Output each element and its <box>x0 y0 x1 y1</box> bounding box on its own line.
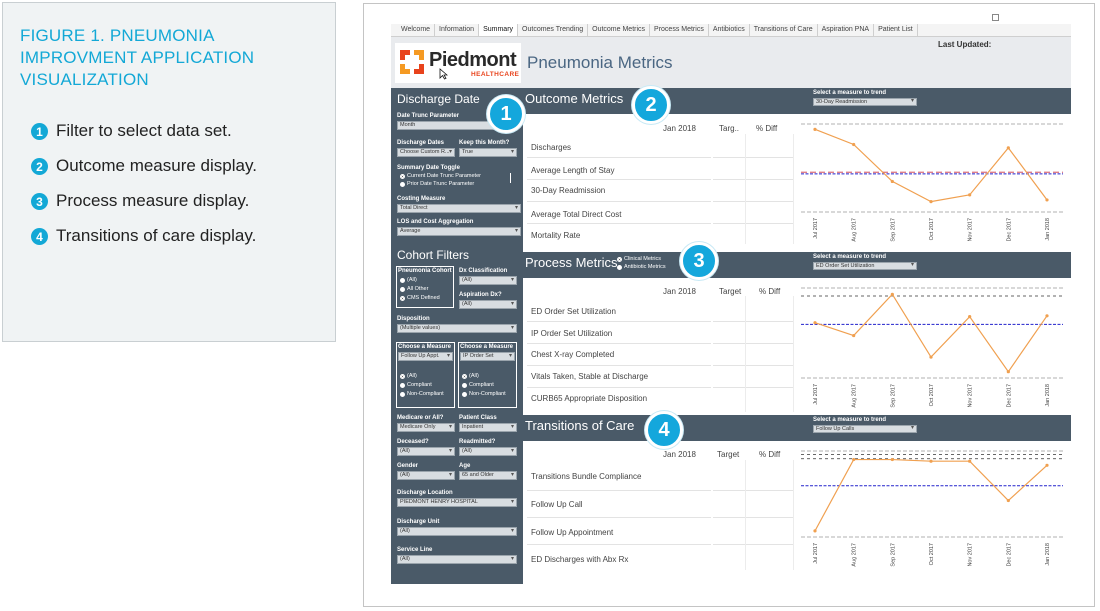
aspiration-dx-dropdown[interactable]: (All) ▾ <box>459 300 517 309</box>
tab-welcome[interactable]: Welcome <box>397 24 435 36</box>
caption-item <box>31 156 257 191</box>
x-tick-label: Dec 2017 <box>1006 384 1013 408</box>
x-tick-label: Oct 2017 <box>929 384 935 407</box>
cell-divider <box>713 343 793 344</box>
transitions-col-period: Jan 2018 <box>663 450 696 459</box>
data-point <box>968 193 971 196</box>
tab-bar <box>391 24 1071 37</box>
row-divider <box>527 517 711 518</box>
cohort-cms-radio[interactable] <box>400 295 440 301</box>
los-aggregation-dropdown[interactable]: Average ▾ <box>397 227 521 236</box>
outcome-row-label: Average Total Direct Cost <box>531 210 622 219</box>
discharge-unit-dropdown[interactable]: (All) ▾ <box>397 527 517 536</box>
piedmont-mark-icon <box>398 48 426 76</box>
choose-measure-label: Choose a Measure <box>398 344 452 350</box>
tab-aspiration-pna[interactable]: Aspiration PNA <box>818 24 874 36</box>
filter-sidebar <box>391 88 523 584</box>
transitions-row-label: ED Discharges with Abx Rx <box>531 555 629 564</box>
disposition-label: Disposition <box>397 316 430 322</box>
data-point <box>891 180 894 183</box>
x-tick-label: Aug 2017 <box>851 543 858 567</box>
radio-icon <box>400 182 405 187</box>
cohort-filters-heading: Cohort Filters <box>397 248 470 262</box>
process-col-diff: % Diff <box>759 287 781 296</box>
caption-item <box>31 226 257 261</box>
tab-antibiotics[interactable]: Antibiotics <box>709 24 750 36</box>
tab-process-metrics[interactable]: Process Metrics <box>650 24 709 36</box>
measure-dropdown-right[interactable]: IP Order Set ▾ <box>460 352 515 361</box>
row-divider <box>527 365 711 366</box>
gender-dropdown[interactable]: (All) ▾ <box>397 471 455 480</box>
x-tick-label: Sep 2017 <box>890 543 897 567</box>
tab-transitions-of-care[interactable]: Transitions of Care <box>750 24 818 36</box>
readmitted-label: Readmitted? <box>459 439 496 445</box>
discharge-location-dropdown[interactable]: PIEDMONT HENRY HOSPITAL ▾ <box>397 498 517 507</box>
callout-badge-4: 4 <box>645 411 683 449</box>
column-divider <box>793 460 794 570</box>
compliance-all-radio-left[interactable] <box>400 373 417 379</box>
app-header <box>391 37 1071 88</box>
x-tick-label: Jul 2017 <box>813 384 819 405</box>
x-tick-label: Jan 2018 <box>1045 543 1051 566</box>
cell-divider <box>713 517 793 518</box>
readmitted-dropdown[interactable]: (All) ▾ <box>459 447 517 456</box>
caption-item <box>31 191 257 226</box>
caption-text: Outcome measure display. <box>56 156 257 175</box>
outcome-col-diff: % Diff <box>756 124 778 133</box>
toggle-divider <box>510 173 511 183</box>
data-point <box>929 355 932 358</box>
clinical-metrics-radio[interactable] <box>617 256 661 262</box>
radio-label: All Other <box>407 286 429 292</box>
compliance-yes-radio-left[interactable] <box>400 382 432 388</box>
process-col-period: Jan 2018 <box>663 287 696 296</box>
transitions-col-diff: % Diff <box>759 450 781 459</box>
process-trend-label: Select a measure to trend <box>813 254 887 260</box>
radio-selected-icon <box>462 374 467 379</box>
cohort-all-radio[interactable] <box>400 277 417 283</box>
medicare-label: Medicare or All? <box>397 415 444 421</box>
radio-icon <box>400 383 405 388</box>
radio-label: Prior Date Trunc Parameter <box>407 181 475 187</box>
data-point <box>813 321 816 324</box>
x-tick-label: Oct 2017 <box>929 543 935 566</box>
cell-divider <box>713 223 793 224</box>
data-point <box>852 334 855 337</box>
tab-summary[interactable]: Summary <box>479 24 518 36</box>
row-divider <box>527 490 711 491</box>
radio-label: (All) <box>407 373 417 379</box>
row-divider <box>527 179 711 180</box>
service-line-dropdown[interactable]: (All) ▾ <box>397 555 517 564</box>
outcome-trend-chart <box>797 118 1067 248</box>
outcome-row-label: Average Length of Stay <box>531 166 615 175</box>
transitions-band <box>523 415 1071 441</box>
x-tick-label: Dec 2017 <box>1006 218 1013 242</box>
x-tick-label: Sep 2017 <box>890 384 897 408</box>
logo-subtitle: HEALTHCARE <box>471 71 520 78</box>
figure-caption-panel <box>2 2 336 342</box>
outcome-col-period: Jan 2018 <box>663 124 696 133</box>
choose-measure-label: Choose a Measure <box>460 344 514 350</box>
los-aggregation-label: LOS and Cost Aggregation <box>397 219 474 225</box>
callout-badge-3: 3 <box>680 242 718 280</box>
outcome-col-target: Targ.. <box>719 124 740 133</box>
callout-badge-2: 2 <box>632 86 670 124</box>
number-badge-icon: 4 <box>31 228 48 245</box>
caption-item <box>31 121 257 156</box>
caption-text: Process measure display. <box>56 191 250 210</box>
cell-divider <box>713 387 793 388</box>
outcome-trend-dropdown[interactable]: 30-Day Readmission ▾ <box>813 98 917 106</box>
data-point <box>968 315 971 318</box>
data-point <box>891 458 894 461</box>
deceased-dropdown[interactable]: (All) ▾ <box>397 447 455 456</box>
row-divider <box>527 157 711 158</box>
radio-selected-icon <box>617 257 622 262</box>
radio-selected-icon <box>400 374 405 379</box>
logo-wordmark: Piedmont <box>429 49 517 71</box>
row-divider <box>527 223 711 224</box>
data-point <box>1045 198 1048 201</box>
discharge-location-label: Discharge Location <box>397 490 453 496</box>
tab-outcome-metrics[interactable]: Outcome Metrics <box>588 24 650 36</box>
process-row-label: IP Order Set Utilization <box>531 329 613 338</box>
radio-selected-icon <box>400 296 405 301</box>
process-row-label: ED Order Set Utilization <box>531 307 616 316</box>
x-tick-label: Aug 2017 <box>851 384 858 408</box>
tab-patient-list[interactable]: Patient List <box>874 24 918 36</box>
row-divider <box>527 387 711 388</box>
x-tick-label: Sep 2017 <box>890 218 897 242</box>
costing-measure-label: Costing Measure <box>397 196 446 202</box>
radio-selected-icon <box>400 174 405 179</box>
age-label: Age <box>459 463 471 469</box>
process-row-label: Chest X-ray Completed <box>531 350 615 359</box>
radio-label: (All) <box>469 373 479 379</box>
date-trunc-label: Date Trunc Parameter <box>397 113 460 119</box>
radio-icon <box>462 383 467 388</box>
transitions-trend-dropdown[interactable]: Follow Up Calls ▾ <box>813 425 917 433</box>
summary-toggle-label: Summary Date Toggle <box>397 165 460 171</box>
medicare-dropdown[interactable]: Medicare Only ▾ <box>397 423 455 432</box>
transitions-row-label: Follow Up Call <box>531 500 583 509</box>
cell-divider <box>713 321 793 322</box>
x-tick-label: Aug 2017 <box>851 218 858 242</box>
mouse-cursor-icon <box>439 68 448 80</box>
data-point <box>1045 314 1048 317</box>
aspiration-dx-label: Aspiration Dx? <box>459 292 502 298</box>
radio-label: Non-Compliant <box>469 391 506 397</box>
costing-measure-dropdown[interactable]: Total Direct ▾ <box>397 204 521 213</box>
process-row-label: Vitals Taken, Stable at Discharge <box>531 372 649 381</box>
column-divider <box>745 296 746 412</box>
outcome-trend-label: Select a measure to trend <box>813 90 887 96</box>
outcome-row-label: 30-Day Readmission <box>531 186 606 195</box>
summary-toggle-current-radio[interactable] <box>400 173 481 179</box>
process-trend-svg <box>797 280 1067 414</box>
series-line <box>815 129 1047 201</box>
discharge-unit-label: Discharge Unit <box>397 519 440 525</box>
series-line <box>815 294 1047 371</box>
column-divider <box>793 134 794 244</box>
column-divider <box>793 296 794 412</box>
compliance-no-radio-left[interactable] <box>400 391 444 397</box>
x-tick-label: Jan 2018 <box>1045 218 1051 241</box>
transitions-trend-chart <box>797 443 1067 575</box>
transitions-col-target: Target <box>717 450 740 459</box>
patient-class-dropdown[interactable]: Inpatient ▾ <box>459 423 517 432</box>
data-point <box>1007 370 1010 373</box>
x-tick-label: Jan 2018 <box>1045 384 1051 407</box>
cell-divider <box>713 157 793 158</box>
radio-label: Non-Compliant <box>407 391 444 397</box>
cell-divider <box>713 201 793 202</box>
data-point <box>1045 464 1048 467</box>
radio-label: CMS Defined <box>407 295 440 301</box>
data-point <box>929 460 932 463</box>
disposition-dropdown[interactable]: (Multiple values) ▾ <box>397 324 517 333</box>
x-tick-label: Oct 2017 <box>929 218 935 241</box>
process-row-label: CURB65 Appropriate Disposition <box>531 394 648 403</box>
radio-label: Current Date Trunc Parameter <box>407 173 481 179</box>
summary-toggle-prior-radio[interactable] <box>400 181 474 187</box>
row-divider <box>527 321 711 322</box>
transitions-row-label: Follow Up Appointment <box>531 528 614 537</box>
outcome-metrics-title: Outcome Metrics <box>525 91 624 106</box>
radio-icon <box>400 392 405 397</box>
process-metrics-band <box>523 252 1071 278</box>
radio-icon <box>462 392 467 397</box>
outcome-metrics-band <box>523 88 1071 114</box>
brand-logo <box>395 43 521 83</box>
age-dropdown[interactable]: 65 and Older ▾ <box>459 471 517 480</box>
main-content <box>523 88 1071 584</box>
radio-label: Compliant <box>407 382 432 388</box>
column-divider <box>745 460 746 570</box>
series-line <box>815 460 1047 531</box>
last-updated-label: Last Updated: <box>938 40 992 49</box>
x-tick-label: Jul 2017 <box>813 218 819 239</box>
data-point <box>929 200 932 203</box>
x-tick-label: Nov 2017 <box>967 384 974 408</box>
data-point <box>852 143 855 146</box>
caption-text: Filter to select data set. <box>56 121 232 140</box>
transitions-title: Transitions of Care <box>525 418 635 433</box>
radio-label: (All) <box>407 277 417 283</box>
process-trend-chart <box>797 280 1067 414</box>
callout-badge-1: 1 <box>487 95 525 133</box>
x-tick-label: Nov 2017 <box>967 218 974 242</box>
transitions-row-label: Transitions Bundle Compliance <box>531 472 642 481</box>
radio-label: Clinical Metrics <box>624 256 661 262</box>
patient-class-label: Patient Class <box>459 415 497 421</box>
dx-class-label: Dx Classification <box>459 268 508 274</box>
data-point <box>813 128 816 131</box>
row-divider <box>527 544 711 545</box>
discharge-dates-dropdown[interactable]: Choose Custom R... ▾ <box>397 148 455 157</box>
data-point <box>813 529 816 532</box>
row-divider <box>527 343 711 344</box>
compliance-no-radio-right[interactable] <box>462 391 506 397</box>
data-point <box>1007 499 1010 502</box>
process-col-target: Target <box>719 287 742 296</box>
process-metrics-title: Process Metrics <box>525 255 618 270</box>
pneumonia-cohort-label: Pneumonia Cohort <box>398 268 452 274</box>
deceased-label: Deceased? <box>397 439 429 445</box>
data-point <box>891 293 894 296</box>
radio-label: Antibiotic Metrics <box>624 264 666 270</box>
tab-information[interactable]: Information <box>435 24 479 36</box>
discharge-date-heading: Discharge Date <box>397 92 480 106</box>
figure-title: FIGURE 1. PNEUMONIA IMPROVMENT APPLICATION VISUALIZATION <box>20 26 255 89</box>
radio-icon <box>617 265 622 270</box>
outcome-row-label: Mortality Rate <box>531 231 581 240</box>
keep-month-label: Keep this Month? <box>459 140 510 146</box>
process-trend-dropdown[interactable]: ED Order Set Utilization ▾ <box>813 262 917 270</box>
x-tick-label: Nov 2017 <box>967 543 974 567</box>
compliance-all-radio-right[interactable] <box>462 373 479 379</box>
compliance-yes-radio-right[interactable] <box>462 382 494 388</box>
antibiotic-metrics-radio[interactable] <box>617 264 666 270</box>
outcome-trend-svg <box>797 118 1067 248</box>
radio-label: Compliant <box>469 382 494 388</box>
number-badge-icon: 2 <box>31 158 48 175</box>
caption-list <box>31 121 257 261</box>
cell-divider <box>713 490 793 491</box>
cell-divider <box>713 544 793 545</box>
outcome-row-label: Discharges <box>531 143 572 152</box>
transitions-trend-svg <box>797 443 1067 575</box>
checkbox-icon[interactable] <box>992 14 999 21</box>
discharge-dates-label: Discharge Dates <box>397 140 445 146</box>
dx-class-dropdown[interactable]: (All) ▾ <box>459 276 517 285</box>
number-badge-icon: 1 <box>31 123 48 140</box>
x-tick-label: Jul 2017 <box>813 543 819 564</box>
measure-dropdown-left[interactable]: Follow Up Appt. ▾ <box>398 352 453 361</box>
service-line-label: Service Line <box>397 547 433 553</box>
data-point <box>852 458 855 461</box>
tab-outcomes-trending[interactable]: Outcomes Trending <box>518 24 588 36</box>
radio-icon <box>400 278 405 283</box>
row-divider <box>527 201 711 202</box>
page-title: Pneumonia Metrics <box>527 53 673 72</box>
date-trunc-dropdown[interactable]: Month ▾ <box>397 121 515 130</box>
number-badge-icon: 3 <box>31 193 48 210</box>
column-divider <box>745 134 746 244</box>
data-point <box>1007 146 1010 149</box>
data-point <box>968 460 971 463</box>
keep-month-dropdown[interactable]: True ▾ <box>459 148 517 157</box>
caption-text: Transitions of care display. <box>56 226 257 245</box>
cohort-other-radio[interactable] <box>400 286 428 292</box>
cell-divider <box>713 365 793 366</box>
cell-divider <box>713 179 793 180</box>
radio-icon <box>400 287 405 292</box>
transitions-trend-label: Select a measure to trend <box>813 417 887 423</box>
gender-label: Gender <box>397 463 419 469</box>
x-tick-label: Dec 2017 <box>1006 543 1013 567</box>
